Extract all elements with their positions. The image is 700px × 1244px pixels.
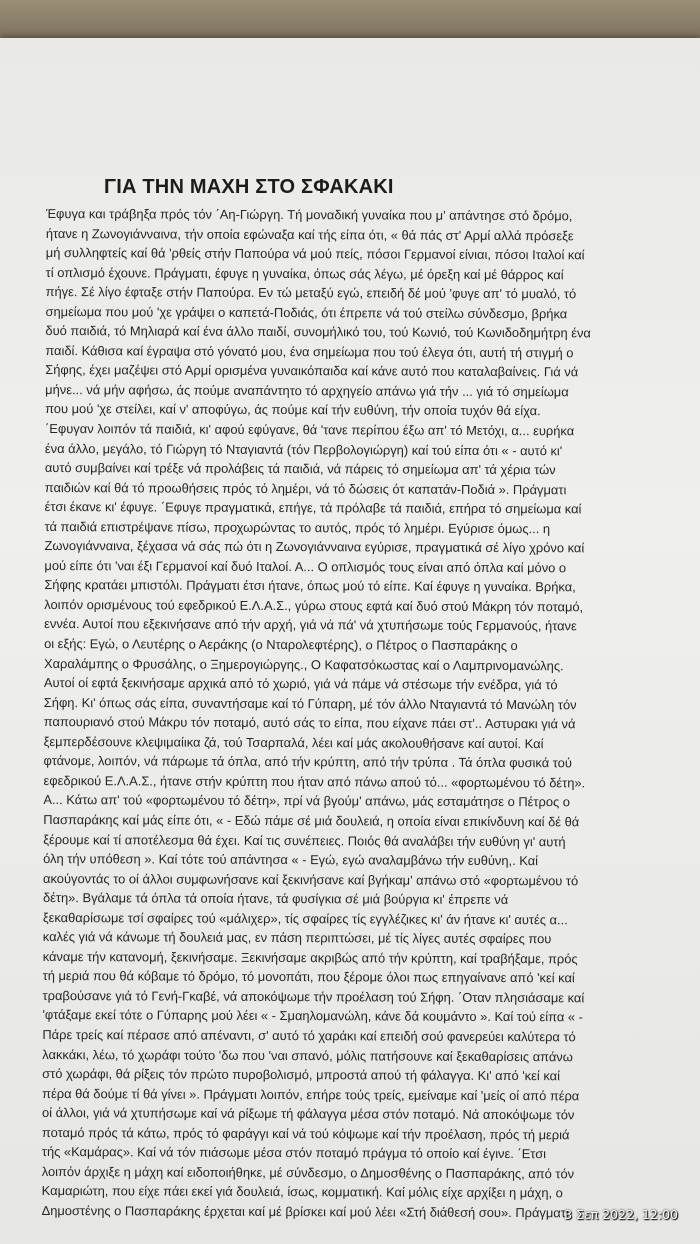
body-line: στό χωράφι, θά ρίξεις τόν πρώτο πυροβολισμό, μπροστά απού τή φάλαγγα. Κι' από 'κεί καί <box>42 1066 560 1084</box>
body-line: τί οπλισμό έχουνε. Πράγματι, έφυγε η γυναίκα, όπως σάς λέγω, μέ όρεξη καί μέ θάρρος καί <box>45 264 564 282</box>
body-line: λοιπόν ορισμένους τού εφεδρικού Ε.Λ.Α.Σ., γύρω στους εφτά καί δυό στού Μάκρη τόν ποταμό, <box>44 596 584 615</box>
table-surface <box>0 0 700 40</box>
body-line: παιδιών καί θά τό προωθήσεις πρός τό λημέρι, νά τό δώσεις ότ καπατάν-Ποδιά ». Πράγματι <box>44 479 567 497</box>
body-line: ΄Εφυγαν λοιπόν τά παιδιά, κι' αφού εφύγανε, θά 'τανε περίπου έξω απ' τό Μετόχι, α... ευρήκα <box>44 421 575 439</box>
body-line: δέτη». Βγάλαμε τά όπλα τά οποία ήτανε, τά φυσίγκια σέ μιά βούργια κι' έπρεπε νά <box>42 890 509 908</box>
body-line: εννέα. Αυτοί που εξεκινήσανε από τήν αρχή, γιά νά πά' νά χτυπήσωμε τούς Γερμανούς, ήτανε <box>44 616 577 634</box>
body-line: οι εξής: Εγώ, ο Λευτέρης ο Αεράκης (ο Νταρολεφτέρης), ο Πέτρος ο Πασπαράκης ο <box>44 636 518 654</box>
body-line: φτάνομε, λοιπόν, νά πάρωμε τά όπλα, από τήν κρύπτη, από τήν τρύπα . Τά όπλα φυσικά τού <box>43 753 572 771</box>
body-line: τραβούσανε γιά τό Γενή-Γκαβέ, νά αποκόψωμε τήν προέλαση τού Σήφη. ΄Οταν πλησιάσαμε καί <box>42 987 585 1006</box>
body-line: ποταμό πρός τά κάτω, πρός τό φαράγγι καί νά τού κόψωμε καί τήν προέλαση, πρός τή μεριά <box>41 1124 570 1142</box>
body-line: Δημοστένης ο Πασπαράκης έρχεται καί μέ βρίσκει καί μού λέει «Στή διάθεσή σου». Πράγματι, <box>41 1202 573 1221</box>
photo-timestamp: 3 Σεπ 2022, 12:00 <box>564 1207 678 1222</box>
body-line: ξεμπερδέσουνε κλεψιμαίικα ζά, τού Τσαρπαλά, λέει καί μάς ακολουθήσανε καί αυτοί. Καί <box>43 733 544 751</box>
body-line: λακκάκι, λέω, τό χωράφι τούτο 'δω που 'ναι σπανό, μόλις πατήσουνε καί ξεκαθαρίσεις απάνω <box>42 1046 573 1064</box>
body-line: Πασπαράκης καί μάς είπε ότι, « - Εδώ πάμε σέ μιά δουλειά, η οποία είναι επικίνδυνη καί δέ θά <box>43 811 580 830</box>
body-line: έτσι έκανε κι' έφυγε. ΄Εφυγε πραγματικά, επήγε, τά πρόλαβε τά παιδιά, επήρα τό σημείωμα καί <box>44 499 582 517</box>
document-title: ΓΙΑ ΤΗΝ ΜΑΧΗ ΣΤΟ ΣΦΑΚΑΚΙ <box>104 176 394 198</box>
body-line: ξέρουμε καί τί αποτέλεσμα θά έχει. Καί τις συνέπειες. Ποιός θά αναλάβει τήν ευθύνη γι' αυτή <box>43 831 566 849</box>
body-line: ένα άλλο, μεγάλο, τό Γιώργη τό Νταγιαντά (τόν Περβολογιώργη) καί τού είπα ότι « - αυτό κι' <box>44 440 563 458</box>
body-line: ξεκαθαρίσωμε τσί σφαίρες τού «μάλιχερ», τίς σφαίρες τίς εγγλέζικες κι' άν ήτανε κι' αυτές α... <box>42 909 568 927</box>
body-line: Σήφης κρατάει μπιστόλι. Πράγματι έτσι ήτανε, όπως μού τό είπε. Καί έφυγε η γυναίκα. Βρήκα, <box>44 577 576 595</box>
body-line: λοιπόν άρχιξε η μάχη καί ειδοποιήθηκε, μέ σύνδεσμο, ο Δημοσθένης ο Πασπαράκης, από τόν <box>41 1163 575 1182</box>
body-line: μού είπε ότι 'ναι έξι Γερμανοί καί δυό Ιταλοί. Α... Ο οπλισμός τους είναι από όπλα καί μόνο ο <box>44 557 567 576</box>
body-line: πήγε. Σέ λίγο έφταξε στήν Παπούρα. Εν τώ μεταξύ εγώ, επειδή δέ μού 'φυγε απ' τό μυαλό, τό <box>45 284 577 302</box>
body-line: Α... Κάτω απ' τού «φορτωμένου τό δέτη», πρί νά βγούμ' απάνω, μάς εσταμάτησε ο Πέτρος ο <box>43 792 571 810</box>
body-line: όλη τήν υπόθεση ». Καί τότε τού απάντησα « - Εγώ, εγώ αναλαμβάνω τήν ευθύνη,. Καί <box>43 851 539 869</box>
body-line: σημείωμα που μού 'χε γράψει ο καπετά-Ποδιάς, ότι έπρεπε νά τού στείλω σύνδεσμο, βρήκα <box>45 303 568 322</box>
body-line: αυτό συμβαίνει καί τρέξε νά προλάβεις τά παιδιά, νά πάρεις τό σημείωμα απ' τά χέρια τών <box>44 460 556 478</box>
body-line: δυό παιδιά, τό Μηλιαρά καί ένα άλλο παιδί, συνομήλικό του, τού Κωνιό, τού Κωνιδοδημήτρη ένα <box>45 323 591 341</box>
body-line: ήτανε η Ζωνογιάνναινα, τήν οποία εφώναξα καί τής είπα ότι, « θά πάς στ' Αρμί αλλά πρόσεξε <box>45 225 574 243</box>
body-line: τής «Καμάρας». Καί νά τόν πιάσωμε μέσα στόν ποταμό πράγμα τό οποίο καί έγινε. ΄Ετσι <box>41 1144 547 1162</box>
body-line: πέρα θά δούμε τί θά γίνει ». Πράγματι λοιπόν, επήρε τούς τρείς, εμείναμε καί 'μείς οί από πέρα <box>42 1085 580 1103</box>
body-line: Χαραλάμπης ο Φρυσάλης, ο Ξημερογιώργης., Ο Καφατσόκωστας καί ο Λαμπρινομανώλης. <box>43 655 564 673</box>
body-line: εφεδρικού Ε.Λ.Α.Σ., ήτανε στήν κρύπτη που ήταν από πάνω απού τό... «φορτωμένου τό δέτη». <box>43 772 586 791</box>
body-line: τά παιδιά επιστρέψανε πίσω, προχωρώντας το αυτός, πρός τό λημέρι. Εγύρισε όμως... η <box>44 518 551 536</box>
body-line: Σήφης, έχει μαζέψει στό Αρμί ορισμένα γυναικόπαιδα καί κάνε αυτό που καταλαβαίνεις. Γιά νά <box>45 362 579 380</box>
body-line: παπουριανό στού Μάκρυ τόν ποταμό, αυτό σάς το είπα, που είχανε πάει στ'.. Αστυρακι γιά νά <box>43 714 576 732</box>
body-line: παιδί. Κάθισα καί έγραψα στό γόνατό μου, ένα σημείωμα που τού έλεγα ότι, αυτή τή στιγμή ο <box>45 342 574 361</box>
body-line: Πάρε τρείς καί πέρασε από απέναντι, σ' αυτό τό χαράκι καί επειδή σού φανερεύει καλύτερα τό <box>42 1026 576 1045</box>
body-line: οί άλλοι, γιά νά χτυπήσωμε καί νά ρίξωμε τή φάλαγγα μέσα στόν ποταμό. Νά αποκόψωμε τόν <box>42 1105 575 1123</box>
body-line: Ζωνογιάνναινα, ξέχασα νά σάς πώ ότι η Ζωνογιάνναινα εγύρισε, πραγματικά σέ λίγο χρόνο καί <box>44 538 585 556</box>
body-line: Έφυγα και τράβηξα πρός τόν ΄Αη-Γιώργη. Τή μοναδική γυναίκα που μ' απάντησε στό δρόμο, <box>45 205 573 224</box>
document-body <box>42 204 686 1223</box>
body-line: μήνε... νά μήν αφήσω, άς πούμε αναπάντητο τό αρχηγείο απάνω γιά τήν ... γιά τό σημείωμα <box>45 381 569 400</box>
body-line: Σήφη. Κι' όπως σάς είπα, συναντήσαμε καί τό Γύπαρη, μέ τόν άλλο Νταγιαντά τό Μανώλη τόν <box>43 694 577 712</box>
body-line: 'φτάξαμε εκεί τότε ο Γύπαρης μού λέει « - Σμαηλομανώλη, κάνε δά κουμάντο ». Καί τού είπα « - <box>42 1007 583 1025</box>
body-line: μή συλληφτείς καί θά 'ρθείς στήν Παπούρα νά μού πείς, πόσοι Γερμανοί είνιαι, πόσοι Ιταλοί καί <box>45 245 585 263</box>
body-line: που μού 'χε στείλει, καί ν' αποφύγω, άς πούμε καί τήν ευθύνη, τήν οποία τυχόν θά είχα. <box>45 401 541 419</box>
body-line: Καμαριώτη, που είχε πάει εκεί γιά δουλειά, ίσως, κομματική. Καί μόλις είχε αρχίξει η μάχη, ο <box>41 1183 563 1201</box>
body-line: Αυτοί οί εφτά ξεκινήσαμε αρχικά από τό χωριό, γιά νά πάμε νά στέσωμε τήν ενέδρα, γιά τό <box>43 675 558 693</box>
body-line: κάναμε τήν κατανομή, ξεκινήσαμε. Ξεκινήσαμε ακριβώς από τήν κρύπτη, καί τραβήξαμε, πρός <box>42 948 578 967</box>
body-line: τή μεριά που θά κόβαμε τό δρόμο, τό μονοπάτι, που ξέρομε όλοι πως επηγαίνανε από 'κεί καί <box>42 968 575 986</box>
body-line: ακούγοντάς το οί άλλοι συμφωνήσανε καί ξεκινήσανε καί βγήκαμ' απάνω στό «φορτωμένου τό <box>43 870 579 888</box>
body-line: καλές γιά νά κάνωμε τή δουλειά μας, εν πάση περιπτώσει, μέ τίς λίγες αυτές σφαίρες που <box>42 929 552 947</box>
